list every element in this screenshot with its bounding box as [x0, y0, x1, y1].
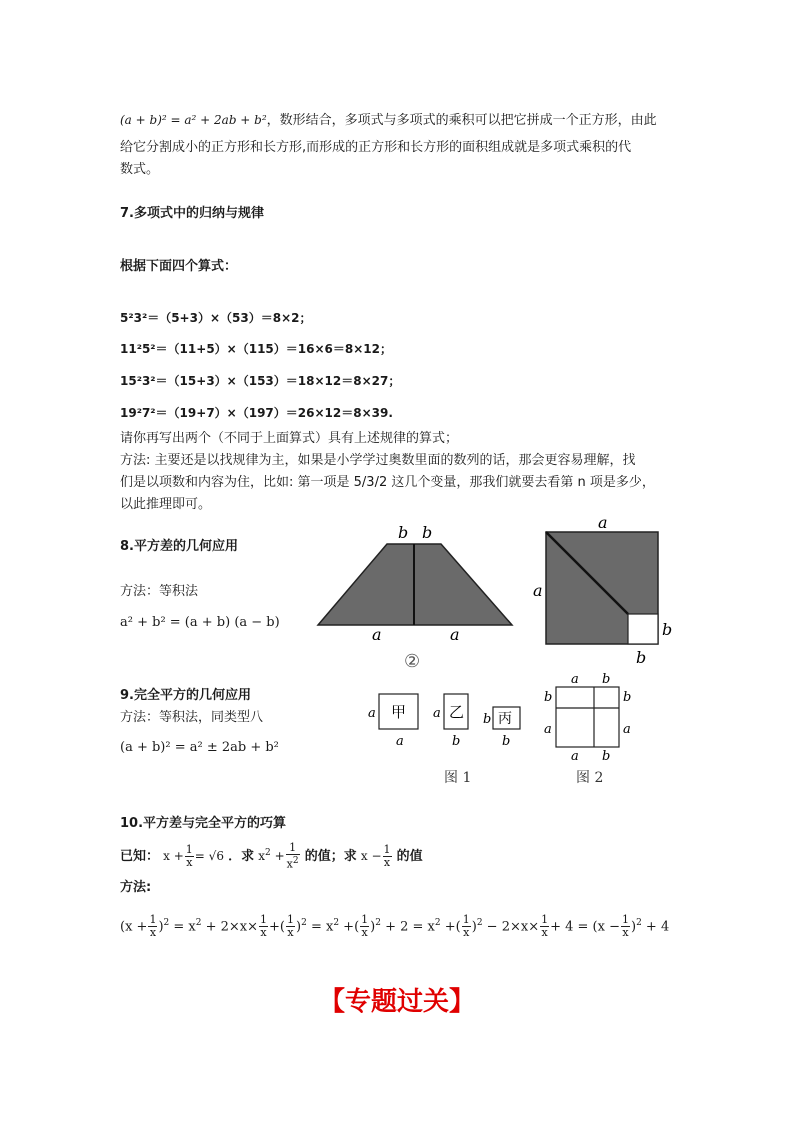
trap-top-label-2: b	[422, 523, 433, 542]
known-val1: 的值；求	[304, 849, 357, 864]
box-bing-char: 丙	[498, 711, 512, 727]
small-white-square	[628, 614, 658, 644]
box-jia-bottom: a	[396, 734, 404, 749]
section9-method: 方法：等积法，同类型八	[120, 710, 264, 725]
section8-formula: a² + b² = (a + b) (a − b)	[120, 615, 280, 630]
figure2	[540, 670, 640, 790]
fig2-left-a: a	[544, 722, 552, 737]
equation-2: 11²5²＝（11+5）×（115）＝16×6＝8×12；	[120, 342, 392, 356]
trapezoid-figure	[316, 520, 516, 670]
fig2-right-b: b	[623, 690, 632, 705]
equation-4: 19²7²＝（19+7）×（197）＝26×12＝8×39.	[120, 406, 393, 420]
section10-known	[120, 838, 423, 872]
box-yi-char: 乙	[449, 703, 465, 721]
trap-top-label-1: b	[398, 523, 409, 542]
section7-question: 请你再写出两个（不同于上面算式）具有上述规律的算式；	[120, 431, 459, 446]
section10-heading: 10.平方差与完全平方的巧算	[120, 816, 287, 831]
known-mid: ．求	[228, 849, 255, 864]
section9-formula: (a + b)² = a² ± 2ab + b²	[120, 740, 279, 755]
section7-prompt: 根据下面四个算式：	[120, 259, 238, 274]
box-bing-bottom: b	[502, 734, 511, 749]
fig2-top-a: a	[571, 672, 579, 687]
fig2-bottom-b: b	[602, 749, 611, 764]
square-top-label: a	[598, 515, 608, 532]
fig2-top-b: b	[602, 672, 611, 687]
box-yi-side: a	[433, 706, 441, 721]
fig2-bottom-a: a	[571, 749, 579, 764]
box-bing-side: b	[483, 712, 492, 727]
box-jia-side: a	[368, 706, 376, 721]
figure1-caption: 图 1	[444, 770, 472, 786]
square-right-label: b	[662, 620, 673, 639]
intro-formula: (a + b)² = a² + 2ab + b²	[120, 113, 267, 127]
fig2-right-a: a	[623, 722, 631, 737]
figure2-square	[556, 687, 619, 747]
target-expr-2: x − $\frac{1}{x}$	[360, 843, 391, 869]
box-jia-char: 甲	[391, 703, 407, 721]
known-equation: x + $\frac{1}{x}$ = √6	[163, 843, 224, 869]
known-val2: 的值	[396, 849, 423, 864]
target-expr-1: $x^2$ + $\frac{1}{x^2}$	[258, 841, 299, 871]
trap-bottom-label-1: a	[372, 625, 382, 644]
section7-heading: 7.多项式中的归纳与规律	[120, 206, 264, 221]
closing-title: 【专题过关】	[318, 987, 475, 1017]
section7-method-2: 们是以项数和内容为住，比如: 第一项是 5/3/2 这几个变量，那我们就要去看第 n 项是多少，	[120, 475, 655, 490]
intro-line2: 给它分割成小的正方形和长方形,而形成的正方形和长方形的面积组成就是多项式乘积的代	[120, 140, 632, 155]
trap-number: ②	[404, 651, 421, 670]
square-left-label: a	[533, 581, 543, 600]
section8-method: 方法：等积法	[120, 584, 199, 599]
section7-method-3: 以此推理即可。	[120, 497, 212, 512]
figure1	[364, 690, 524, 790]
trap-bottom-label-2: a	[450, 625, 460, 644]
known-prefix: 已知：	[120, 849, 160, 864]
figure2-caption: 图 2	[576, 770, 604, 786]
section7-method-1: 方法: 主要还是以找规律为主，如果是小学学过奥数里面的数列的话，那会更容易理解，找	[120, 453, 636, 468]
equation-1: 5²3²＝（5+3）×（53）＝8×2；	[120, 311, 312, 325]
fig2-left-b: b	[544, 690, 553, 705]
square-bottom-label: b	[636, 648, 647, 667]
section10-method: 方法:	[120, 880, 152, 895]
section10-derivation: (x + $\frac{1}{x}$ )$^2 = x^2 + 2\times x\times$ $\frac{1}{x}$ +( $\frac{1}{x}$ )$^2 = x^2$ +( $\frac{1}{x}$ )$^2 + 2 = x^2$ +( $\frac{1}{x}$ )$^2$ − 2×x× $\frac{1}{x}$ + 4 = (x − $\frac{1}{x}$ )$^2$ + 4	[120, 913, 670, 940]
box-yi-bottom: b	[452, 734, 461, 749]
intro-line1: ，数形结合，多项式与多项式的乘积可以把它拼成一个正方形，由此	[266, 113, 657, 128]
intro-line3: 数式。	[120, 162, 160, 177]
section9-heading: 9.完全平方的几何应用	[120, 688, 251, 703]
square-corner-figure	[528, 515, 678, 670]
intro-paragraph	[120, 108, 657, 133]
section8-heading: 8.平方差的几何应用	[120, 539, 238, 554]
equation-3: 15²3²＝（15+3）×（153）＝18×12＝8×27；	[120, 374, 401, 388]
